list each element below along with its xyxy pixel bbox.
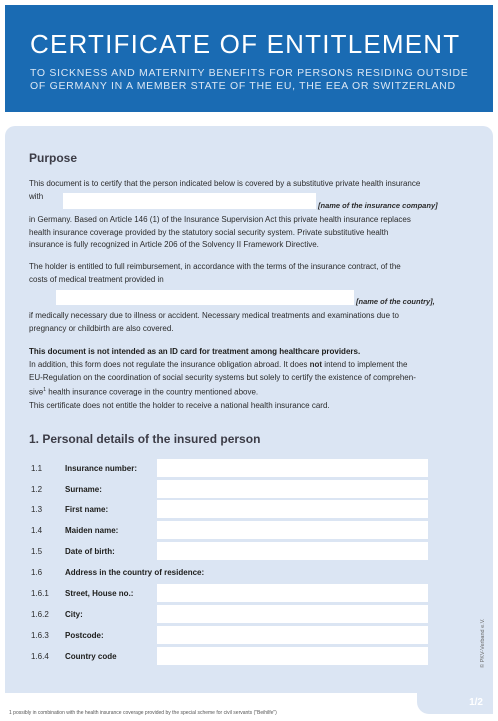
page-number-tab (417, 692, 493, 714)
purpose-para3-line1 (29, 359, 469, 372)
para3-text-c: intend to implement the (322, 360, 408, 369)
purpose-para2-line1: The holder is entitled to full reimbursement, in accordance with the terms of the insurance contract, of the (29, 262, 401, 271)
purpose-para3-line3 (29, 384, 469, 399)
personal-details-heading: 1. Personal details of the insured person (29, 432, 261, 446)
para3-rest: health insurance coverage in the country mentioned above. (46, 387, 259, 397)
insurance-number-label: Insurance number: (65, 464, 138, 473)
purpose-para1 (29, 214, 469, 252)
surname-input[interactable] (157, 480, 428, 498)
maiden-name-input[interactable] (157, 521, 428, 539)
footnote-ref: 1 (43, 387, 47, 393)
postcode-input[interactable] (157, 626, 428, 644)
purpose-para1-line2: health insurance coverage provided by the statutory social security system. Private substitutive health (29, 227, 389, 237)
insurance-number-input[interactable] (157, 459, 428, 477)
row-number: 1.3 (31, 505, 43, 514)
row-number: 1.6.3 (31, 631, 49, 640)
copyright-notice: © PKV-Verband e.V. (480, 618, 486, 668)
first-name-input[interactable] (157, 500, 428, 518)
row-number: 1.6.2 (31, 610, 49, 619)
insurance-company-hint: [name of the insurance company] (318, 201, 438, 210)
certificate-header (5, 5, 493, 112)
row-number: 1.6.4 (31, 652, 49, 661)
purpose-para1-line1: in Germany. Based on Article 146 (1) of the Insurance Supervision Act this private health insurance replaces (29, 215, 411, 224)
purpose-para4: This certificate does not entitle the holder to receive a national health insurance card. (29, 401, 330, 410)
insurance-company-field[interactable] (63, 193, 316, 209)
purpose-para2-line2: costs of medical treatment provided in (29, 274, 164, 284)
purpose-para2-line3: if medically necessary due to illness or accident. Necessary medical treatments and examinations due to (29, 311, 399, 320)
date-of-birth-label: Date of birth: (65, 547, 115, 556)
id-card-notice: This document is not intended as an ID card for treatment among healthcare providers. (29, 347, 361, 356)
purpose-with: with (29, 192, 44, 201)
street-input[interactable] (157, 584, 428, 602)
address-label: Address in the country of residence: (65, 568, 205, 577)
purpose-para3-line2: EU-Regulation on the coordination of social security systems but solely to certify the existence of comprehen- (29, 372, 416, 382)
para3-sive: sive (29, 387, 44, 397)
row-number: 1.2 (31, 485, 43, 494)
purpose-heading: Purpose (29, 151, 78, 165)
row-number: 1.6 (31, 568, 43, 577)
country-field[interactable] (56, 290, 354, 305)
first-name-label: First name: (65, 505, 109, 514)
country-code-label: Country code (65, 652, 117, 661)
purpose-para2-cont (29, 310, 469, 335)
purpose-para1-line3: insurance is fully recognized in Article 206 of the Solvency II Framework Directive. (29, 240, 319, 249)
row-number: 1.4 (31, 526, 43, 535)
purpose-para2 (29, 261, 469, 286)
para3-text-a: In addition, this form does not regulate the insurance obligation abroad. It does (29, 360, 310, 369)
subtitle-line-1: TO SICKNESS AND MATERNITY BENEFITS FOR PERSONS RESIDING OUTSIDE (30, 67, 469, 79)
street-label: Street, House no.: (65, 589, 134, 598)
subtitle-line-2: OF GERMANY IN A MEMBER STATE OF THE EU, THE EEA OR SWITZERLAND (30, 80, 456, 92)
country-code-input[interactable] (157, 647, 428, 665)
certificate-title: CERTIFICATE OF ENTITLEMENT (30, 29, 461, 59)
certificate-subtitle (30, 67, 490, 93)
date-of-birth-input[interactable] (157, 542, 428, 560)
city-label: City: (65, 610, 83, 619)
para3-not: not (309, 360, 323, 369)
city-input[interactable] (157, 605, 428, 623)
maiden-name-label: Maiden name: (65, 526, 119, 535)
purpose-para3 (29, 359, 469, 399)
purpose-para2-line4: pregnancy or childbirth are also covered. (29, 323, 174, 333)
footnote: 1 possibly in combination with the health insurance coverage provided by the special scheme for civil servants ("Beihilfe") (9, 710, 277, 716)
country-hint: [name of the country], (356, 297, 435, 306)
surname-label: Surname: (65, 485, 102, 494)
row-number: 1.6.1 (31, 589, 49, 598)
row-number: 1.1 (31, 464, 43, 473)
purpose-line-1: This document is to certify that the person indicated below is covered by a substitutive private health insurance (29, 179, 421, 188)
row-number: 1.5 (31, 547, 43, 556)
page-number: 1/2 (469, 697, 483, 708)
postcode-label: Postcode: (65, 631, 104, 640)
